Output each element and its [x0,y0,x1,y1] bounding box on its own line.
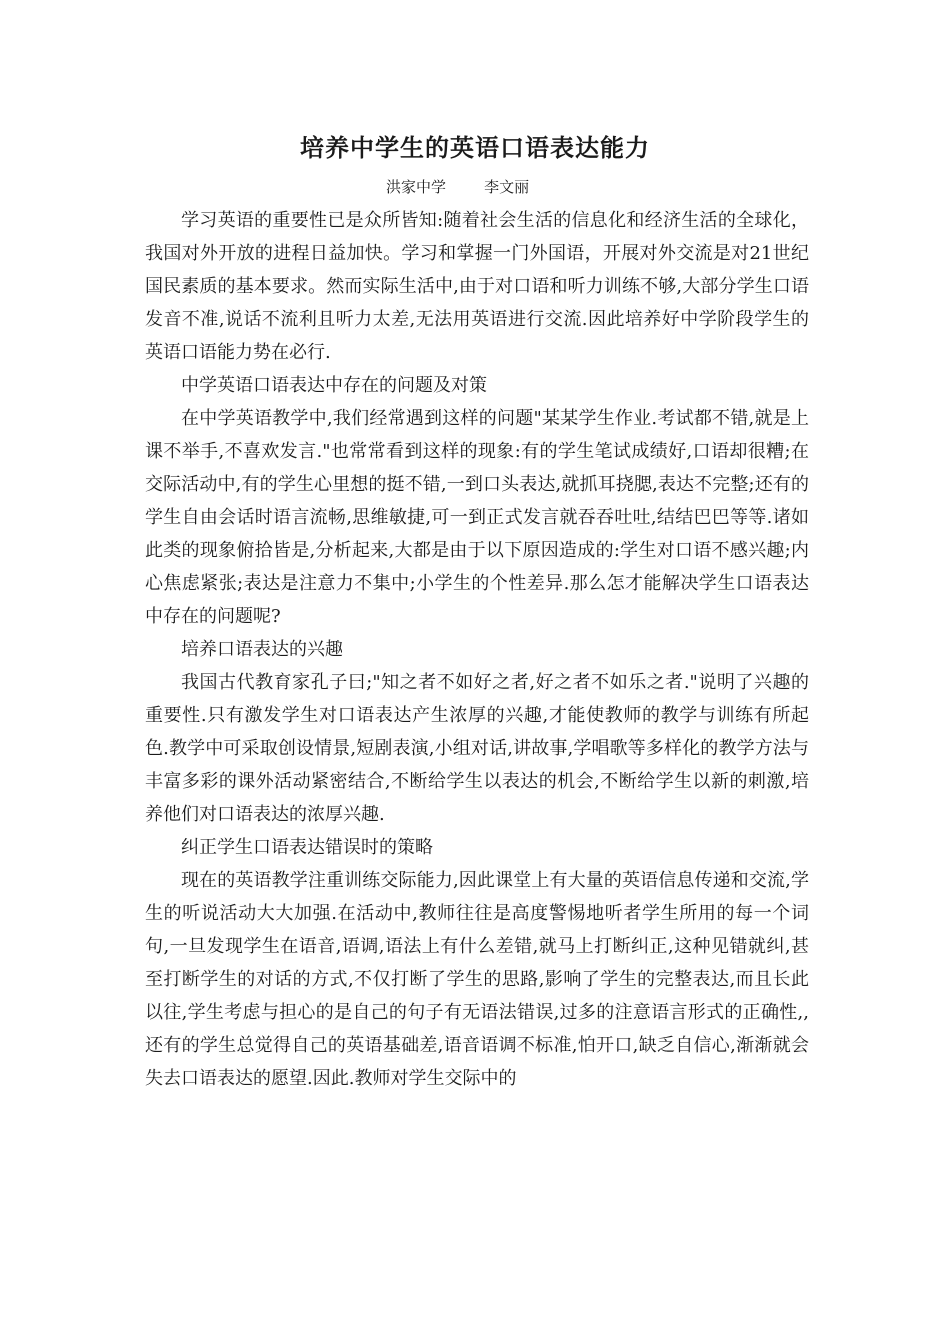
document-body [145,204,809,1095]
paragraph-correction: 现在的英语教学注重训练交际能力,因此课堂上有大量的英语信息传递和交流,学生的听说活动大大加强.在活动中,教师往往是高度警惕地听者学生所用的每一个词句,一旦发现学生在语音,语调,语法上有什么差错,就马上打断纠正,这种见错就纠,甚至打断学生的对话的方式,不仅打断了学生的思路,影响了学生的完整表达,而且长此以往,学生考虑与担心的是自己的句子有无语法错误,过多的注意语言形式的正确性,,还有的学生总觉得自己的英语基础差,语音语调不标准,怕开口,缺乏自信心,渐渐就会失去口语表达的愿望.因此.教师对学生交际中的 [145,870,809,1089]
document-title: 培养中学生的英语口语表达能力 [300,133,650,162]
section-heading-interest: 培养口语表达的兴趣 [181,639,343,660]
paragraph-intro: 学习英语的重要性已是众所皆知:随着社会生活的信息化和经济生活的全球化，我国对外开放的进程日益加快。学习和掌握一门外国语，开展对外交流是对21世纪国民素质的基本要求。然而实际生活中,由于对口语和听力训练不够,大部分学生口语发音不准,说话不流利且听力太差,无法用英语进行交流.因此培养好中学阶段学生的英语口语能力势在必行. [145,210,809,363]
section-heading-correction: 纠正学生口语表达错误时的策略 [181,837,433,858]
byline [386,176,529,198]
author-name: 李文丽 [484,178,530,196]
school-name: 洪家中学 [386,178,447,196]
section-heading-problems: 中学英语口语表达中存在的问题及对策 [181,375,487,396]
paragraph-problems: 在中学英语教学中,我们经常遇到这样的问题"某某学生作业.考试都不错,就是上课不举手,不喜欢发言."也常常看到这样的现象:有的学生笔试成绩好,口语却很糟;在交际活动中,有的学生心里想的挺不错,一到口头表达,就抓耳挠腮,表达不完整;还有的学生自由会话时语言流畅,思维敏捷,可一到正式发言就吞吞吐吐,结结巴巴等等.诸如此类的现象俯拾皆是,分析起来,大都是由于以下原因造成的:学生对口语不感兴趣;内心焦虑紧张;表达是注意力不集中;小学生的个性差异.那么怎才能解决学生口语表达中存在的问题呢? [145,408,809,627]
paragraph-interest: 我国古代教育家孔子曰;"知之者不如好之者,好之者不如乐之者."说明了兴趣的重要性.只有激发学生对口语表达产生浓厚的兴趣,才能使教师的教学与训练有所起色.教学中可采取创设情景,短剧表演,小组对话,讲故事,学唱歌等多样化的教学方法与丰富多彩的课外活动紧密结合,不断给学生以表达的机会,不断给学生以新的刺激,培养他们对口语表达的浓厚兴趣. [145,672,809,825]
